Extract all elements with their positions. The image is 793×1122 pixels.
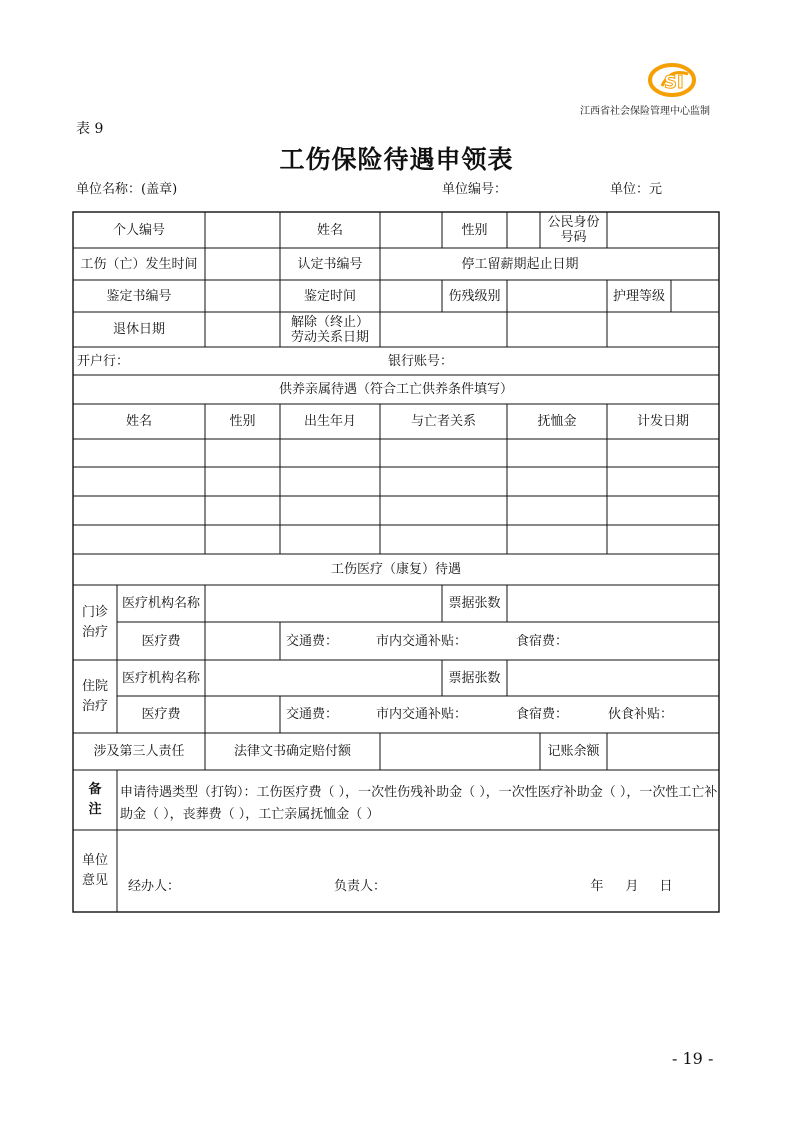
dependent-pension-header: 抚恤金 bbox=[537, 414, 577, 429]
opinion-label bbox=[73, 830, 117, 912]
outpatient-label-line1: 门诊 bbox=[81, 604, 108, 620]
inpatient-label-line2: 治疗 bbox=[81, 698, 108, 714]
dependent-relation-header: 与亡者关系 bbox=[410, 414, 476, 429]
id-number-label-line1: 公民身份 bbox=[547, 215, 600, 230]
dependents-section-title: 供养亲属待遇（符合工亡供养条件填写） bbox=[278, 382, 513, 397]
third-party-label: 涉及第三人责任 bbox=[93, 744, 185, 759]
bank-label: 开户行： bbox=[77, 353, 130, 369]
account-label: 银行账号： bbox=[388, 353, 454, 369]
responsible-label: 负责人： bbox=[334, 878, 387, 894]
disability-level-label: 伤残级别 bbox=[448, 288, 501, 304]
outpatient-transport-label: 交通费： bbox=[286, 633, 339, 649]
inpatient-label-line1: 住院 bbox=[81, 678, 108, 694]
year-label: 年 bbox=[590, 878, 604, 894]
outpatient-lodging-label: 食宿费： bbox=[516, 633, 569, 649]
svg-text:SI: SI bbox=[664, 72, 684, 93]
appraisal-no-label: 鉴定书编号 bbox=[106, 288, 172, 304]
outpatient-label bbox=[73, 585, 117, 660]
dependent-gender-header: 性别 bbox=[229, 414, 256, 429]
inpatient-receipts-label: 票据张数 bbox=[448, 670, 501, 686]
opinion-label-line2: 意见 bbox=[81, 873, 108, 888]
remarks-text: 申请待遇类型（打钩）：工伤医疗费（ ），一次性伤残补助金（ ），一次性医疗补助金（ ），一次性工亡补助金（ ），丧葬费（ ），工亡亲属抚恤金（ ） bbox=[120, 785, 718, 822]
agency-label: 江西省社会保险管理中心监制 bbox=[580, 106, 710, 117]
retire-date-label: 退休日期 bbox=[112, 322, 165, 337]
inpatient-transport-label: 交通费： bbox=[286, 707, 339, 722]
inpatient-fee-label: 医疗费 bbox=[141, 707, 181, 722]
remarks-label bbox=[73, 770, 117, 830]
inpatient-lodging-label: 食宿费： bbox=[516, 707, 569, 722]
leave-period-label: 停工留薪期起止日期 bbox=[461, 256, 579, 272]
personal-no-label: 个人编号 bbox=[112, 222, 165, 238]
appraisal-time-label: 鉴定时间 bbox=[303, 288, 356, 304]
inpatient-label bbox=[73, 660, 117, 733]
page-number: - 19 - bbox=[672, 1049, 714, 1068]
termination-date-label-line1: 解除（终止） bbox=[290, 314, 369, 330]
name-label: 姓名 bbox=[316, 222, 343, 238]
injury-time-label: 工伤（亡）发生时间 bbox=[80, 256, 198, 272]
termination-date-label bbox=[280, 312, 380, 347]
inpatient-city-transport-label: 市内交通补贴： bbox=[376, 707, 468, 722]
cert-no-label: 认定书编号 bbox=[297, 256, 363, 272]
dependent-name-header: 姓名 bbox=[125, 414, 152, 429]
outpatient-city-transport-label: 市内交通补贴： bbox=[376, 633, 468, 649]
medical-section-title: 工伤医疗（康复）待遇 bbox=[330, 562, 461, 577]
currency-unit-label: 单位：元 bbox=[610, 182, 663, 197]
legal-compensation-label: 法律文书确定赔付额 bbox=[233, 744, 351, 759]
care-level-label: 护理等级 bbox=[612, 288, 665, 304]
termination-date-label-line2: 劳动关系日期 bbox=[290, 329, 369, 345]
outpatient-label-line2: 治疗 bbox=[81, 624, 108, 640]
gender-label: 性别 bbox=[461, 222, 488, 238]
id-number-label-line2: 号码 bbox=[560, 230, 587, 245]
remarks-label-line2: 注 bbox=[88, 802, 102, 817]
outpatient-institution-label: 医疗机构名称 bbox=[121, 596, 200, 611]
dependent-start-date-header: 计发日期 bbox=[636, 414, 689, 429]
inpatient-institution-label: 医疗机构名称 bbox=[121, 670, 200, 686]
handler-label: 经办人： bbox=[128, 878, 181, 894]
unit-name-label: 单位名称：(盖章) bbox=[76, 182, 178, 197]
day-label: 日 bbox=[659, 878, 673, 894]
form-number: 表 9 bbox=[76, 121, 104, 137]
month-label: 月 bbox=[625, 878, 639, 894]
opinion-label-line1: 单位 bbox=[81, 853, 108, 868]
remarks-label-line1: 备 bbox=[88, 782, 102, 797]
inpatient-meal-label: 伙食补贴： bbox=[608, 707, 674, 722]
outpatient-fee-label: 医疗费 bbox=[141, 633, 181, 649]
balance-label: 记账余额 bbox=[547, 744, 600, 759]
page-title: 工伤保险待遇申领表 bbox=[279, 145, 514, 174]
unit-code-label: 单位编号： bbox=[442, 182, 508, 197]
dependent-birth-header: 出生年月 bbox=[303, 414, 356, 429]
outpatient-receipts-label: 票据张数 bbox=[448, 596, 501, 611]
id-number-label bbox=[540, 212, 607, 248]
